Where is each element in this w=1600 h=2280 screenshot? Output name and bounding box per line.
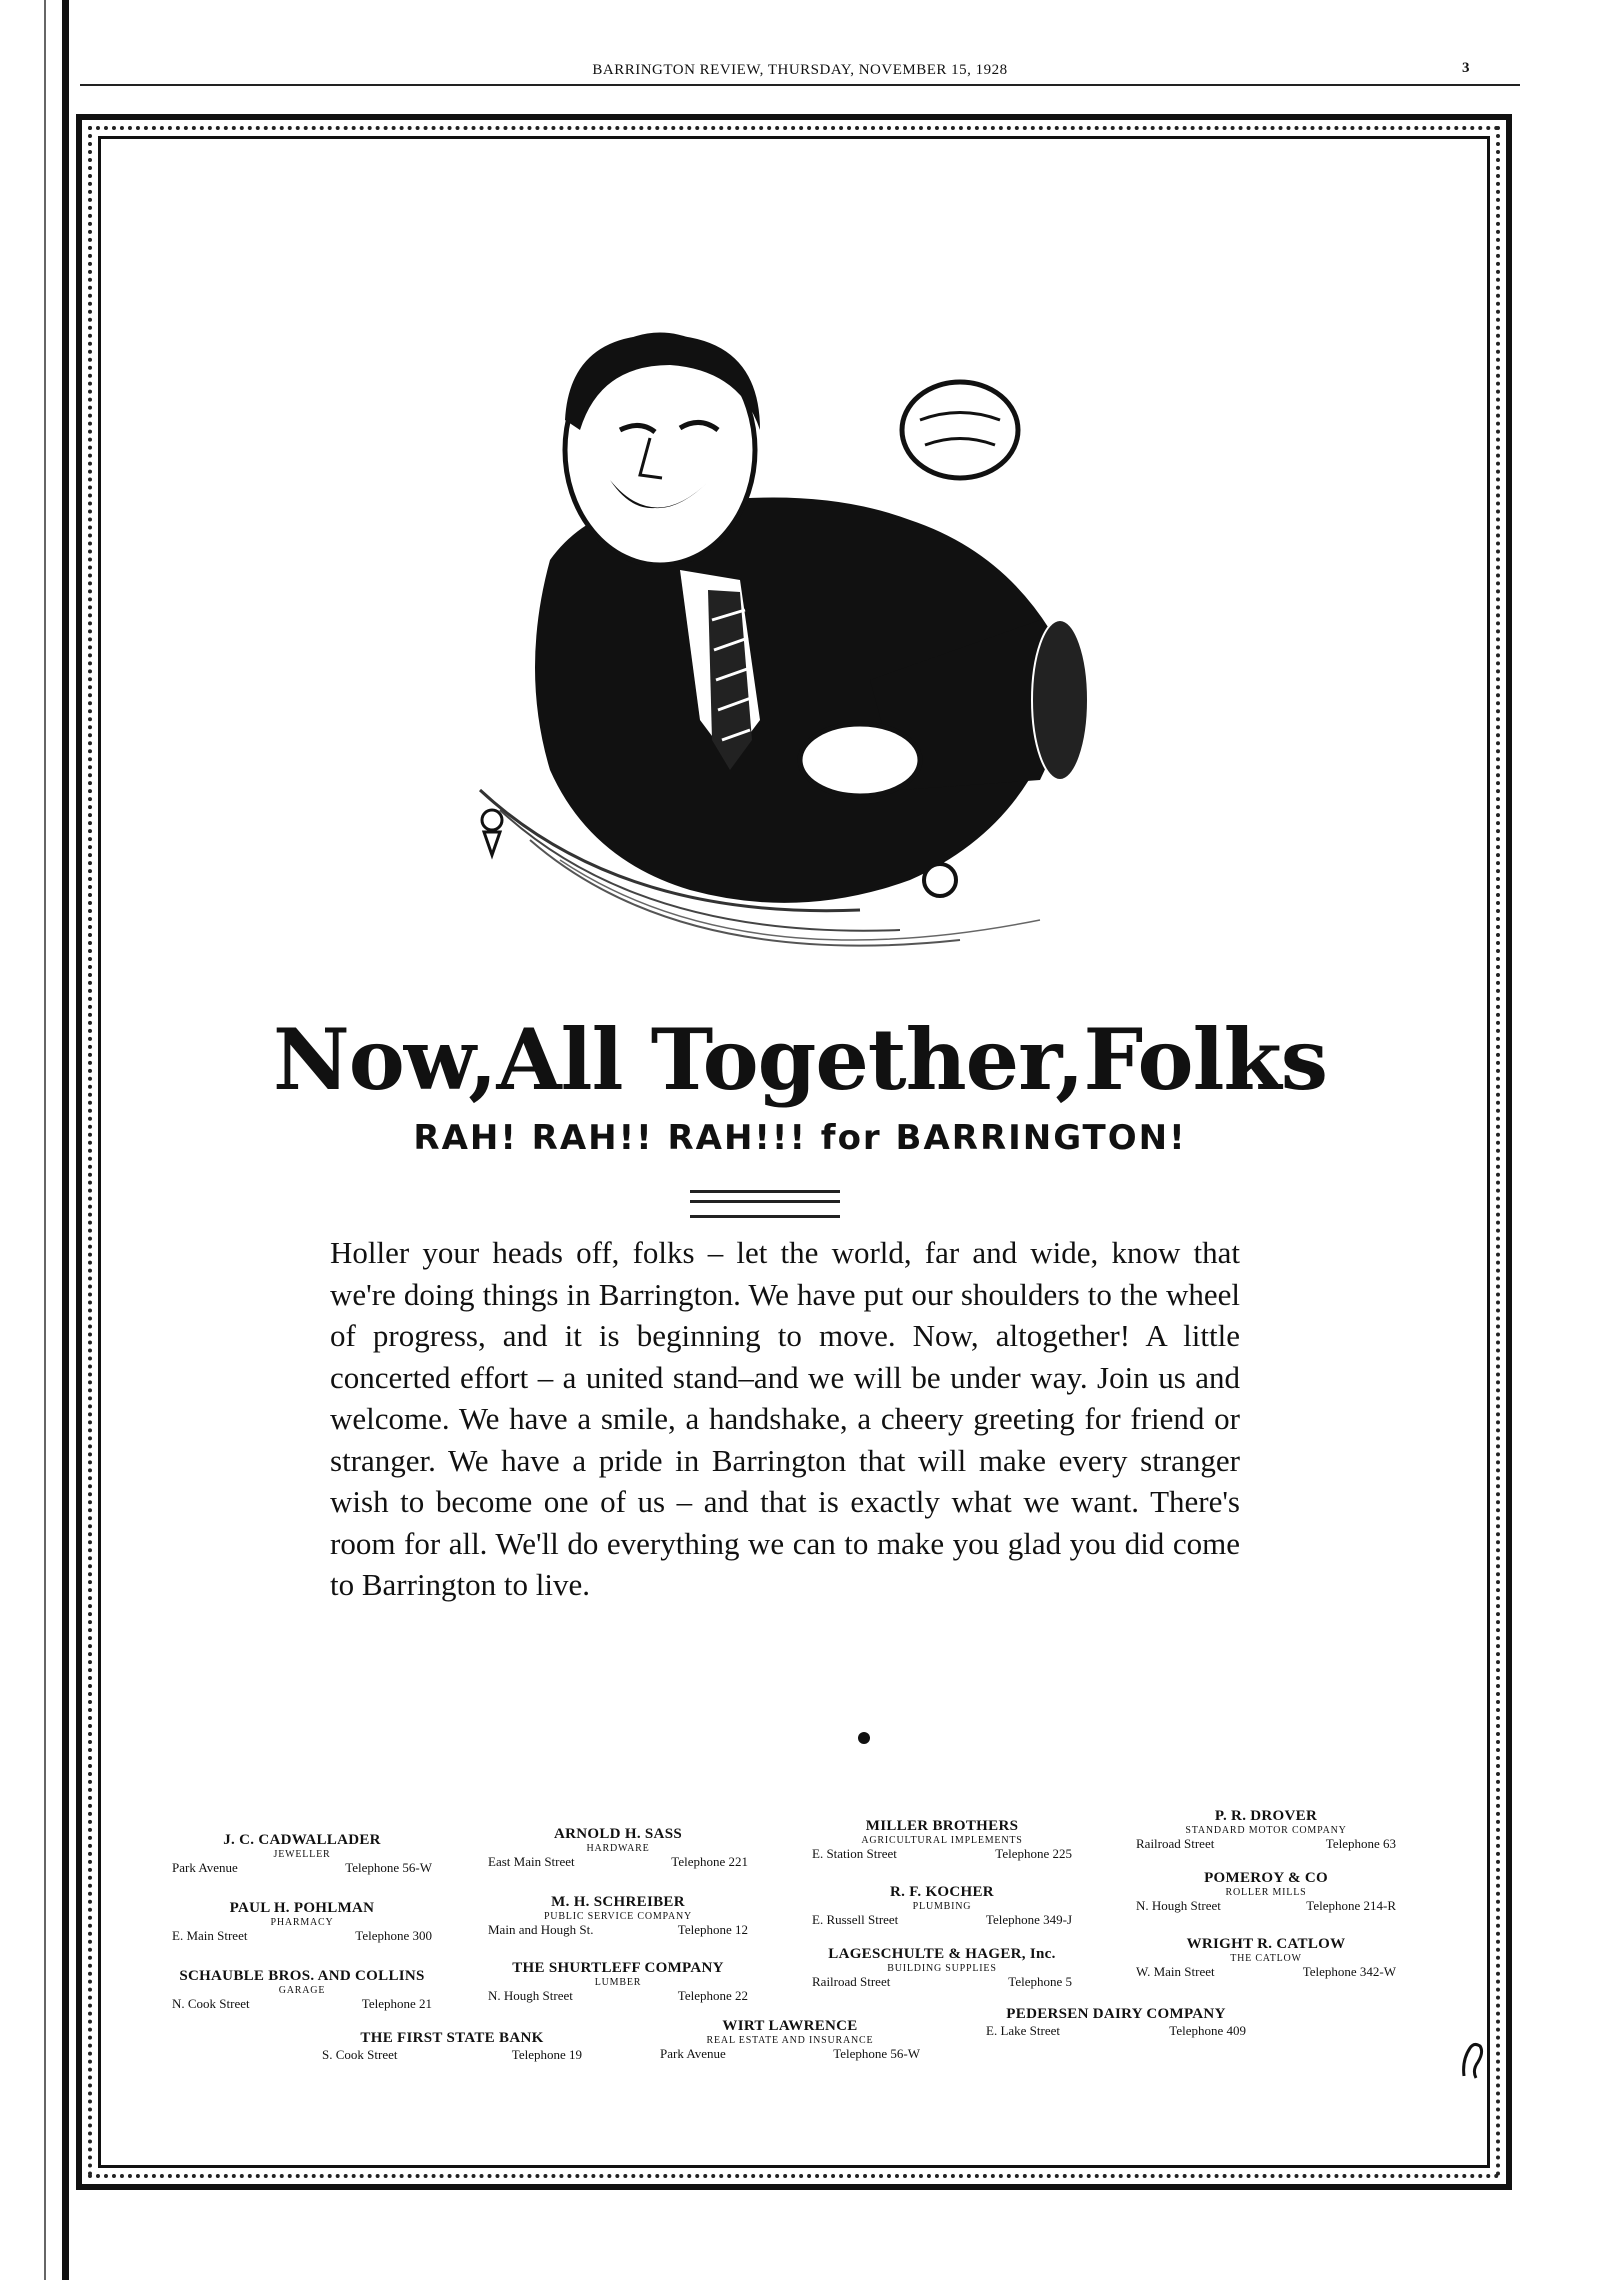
merchant-phone: Telephone 12 [677, 1922, 748, 1937]
merchant-business: BUILDING SUPPLIES [887, 1963, 997, 1974]
merchant-listing [986, 2006, 1246, 2039]
merchant-street: East Main Street [488, 1854, 575, 1869]
ad-body-text: Holler your heads off, folks – let the world, far and wide, know that we're doing things in Barrington. We have put our shoulders to the wheel of progress, and it is beginning to move. Now, altogether! A little concerted effort – a united stand–and we will be under way. Join us and welcome. We have a smile, a handshake, a cheery greeting for friend or stranger. We have a pride in Barrington that will make every stranger wish to become one of us – and that is exactly what we want. There's room for all. We'll do everything we can to make you glad you did come to Barrington to live. [330, 1235, 1240, 1602]
merchant-street: E. Russell Street [812, 1912, 899, 1927]
merchant-listing [172, 1832, 432, 1876]
merchant-business: REAL ESTATE AND INSURANCE [706, 2035, 874, 2046]
merchant-listing [172, 1968, 432, 2012]
merchant-business: LUMBER [594, 1977, 642, 1988]
merchant-phone: Telephone 56-W [345, 1860, 432, 1875]
merchant-name: THE FIRST STATE BANK [360, 2030, 544, 2046]
merchant-listing [172, 1900, 432, 1944]
merchant-street: Railroad Street [812, 1974, 891, 1989]
masthead: BARRINGTON REVIEW, THURSDAY, NOVEMBER 15, 1928 [592, 62, 1008, 78]
corner-ornament-icon [1460, 2040, 1486, 2080]
merchant-business: HARDWARE [586, 1843, 650, 1854]
merchant-listing [812, 1946, 1072, 1990]
page-number: 3 [1462, 60, 1470, 76]
merchant-phone: Telephone 22 [677, 1988, 748, 2003]
masthead-rule [80, 84, 1520, 86]
merchant-phone: Telephone 409 [1169, 2023, 1246, 2038]
merchant-business: STANDARD MOTOR COMPANY [1185, 1825, 1347, 1836]
merchant-business: AGRICULTURAL IMPLEMENTS [861, 1835, 1023, 1846]
merchant-street: Park Avenue [660, 2046, 726, 2061]
merchant-street: Main and Hough St. [488, 1922, 594, 1937]
merchant-business: PUBLIC SERVICE COMPANY [543, 1911, 693, 1922]
merchant-name: POMEROY & CO [1204, 1870, 1328, 1886]
bullet-ornament [858, 1732, 870, 1744]
merchant-street: N. Cook Street [172, 1996, 250, 2011]
merchant-phone: Telephone 21 [361, 1996, 432, 2011]
merchant-phone: Telephone 342-W [1302, 1964, 1396, 1979]
merchant-listing [488, 1894, 748, 1938]
merchant-street: W. Main Street [1136, 1964, 1215, 1979]
merchant-phone: Telephone 300 [355, 1928, 432, 1943]
merchant-listing [488, 1826, 748, 1870]
merchant-phone: Telephone 225 [995, 1846, 1072, 1861]
merchant-listing [812, 1818, 1072, 1862]
merchant-phone: Telephone 63 [1325, 1836, 1396, 1851]
ad-divider [690, 1190, 840, 1218]
merchant-listing [812, 1884, 1072, 1928]
ad-subheadline: RAH! RAH!! RAH!!! for BARRINGTON! [413, 1118, 1187, 1158]
merchant-street: S. Cook Street [322, 2047, 398, 2062]
ad-headline: Now,All Together,Folks [272, 1010, 1327, 1109]
merchant-street: E. Main Street [172, 1928, 248, 1943]
merchant-name: WIRT LAWRENCE [722, 2018, 858, 2034]
merchant-business: PHARMACY [270, 1917, 334, 1928]
merchant-street: Railroad Street [1136, 1836, 1215, 1851]
merchant-phone: Telephone 214-R [1306, 1898, 1396, 1913]
merchant-phone: Telephone 221 [671, 1854, 748, 1869]
merchant-business: GARAGE [278, 1985, 326, 1996]
merchant-phone: Telephone 5 [1008, 1974, 1072, 1989]
merchant-name: M. H. SCHREIBER [551, 1894, 685, 1910]
merchant-name: WRIGHT R. CATLOW [1186, 1936, 1346, 1952]
merchant-street: N. Hough Street [488, 1988, 573, 2003]
merchant-business: JEWELLER [273, 1849, 331, 1860]
merchant-listing [660, 2018, 920, 2062]
merchant-listing [1136, 1936, 1396, 1980]
merchant-listing [1136, 1808, 1396, 1852]
merchant-name: ARNOLD H. SASS [554, 1826, 682, 1842]
merchant-street: N. Hough Street [1136, 1898, 1221, 1913]
merchant-name: R. F. KOCHER [890, 1884, 994, 1900]
merchant-street: E. Lake Street [986, 2023, 1060, 2038]
merchant-listing [1136, 1870, 1396, 1914]
merchant-name: LAGESCHULTE & HAGER, Inc. [828, 1946, 1056, 1962]
merchant-business: PLUMBING [912, 1901, 972, 1912]
merchant-listing [488, 1960, 748, 2004]
merchant-phone: Telephone 19 [511, 2047, 582, 2062]
merchant-name: PAUL H. POHLMAN [229, 1900, 375, 1916]
merchant-name: J. C. CADWALLADER [223, 1832, 381, 1848]
merchant-street: E. Station Street [812, 1846, 897, 1861]
merchant-name: THE SHURTLEFF COMPANY [512, 1960, 724, 1976]
merchant-phone: Telephone 56-W [833, 2046, 920, 2061]
merchant-name: PEDERSEN DAIRY COMPANY [1006, 2006, 1226, 2022]
merchant-business: THE CATLOW [1230, 1953, 1302, 1964]
merchant-name: SCHAUBLE BROS. AND COLLINS [179, 1968, 425, 1984]
merchant-street: Park Avenue [172, 1860, 238, 1875]
merchant-name: MILLER BROTHERS [865, 1818, 1019, 1834]
merchant-business: ROLLER MILLS [1225, 1887, 1307, 1898]
cheering-man-illustration [440, 320, 1120, 960]
merchant-name: P. R. DROVER [1214, 1808, 1318, 1824]
merchant-phone: Telephone 349-J [985, 1912, 1072, 1927]
merchant-listing [322, 2030, 582, 2063]
